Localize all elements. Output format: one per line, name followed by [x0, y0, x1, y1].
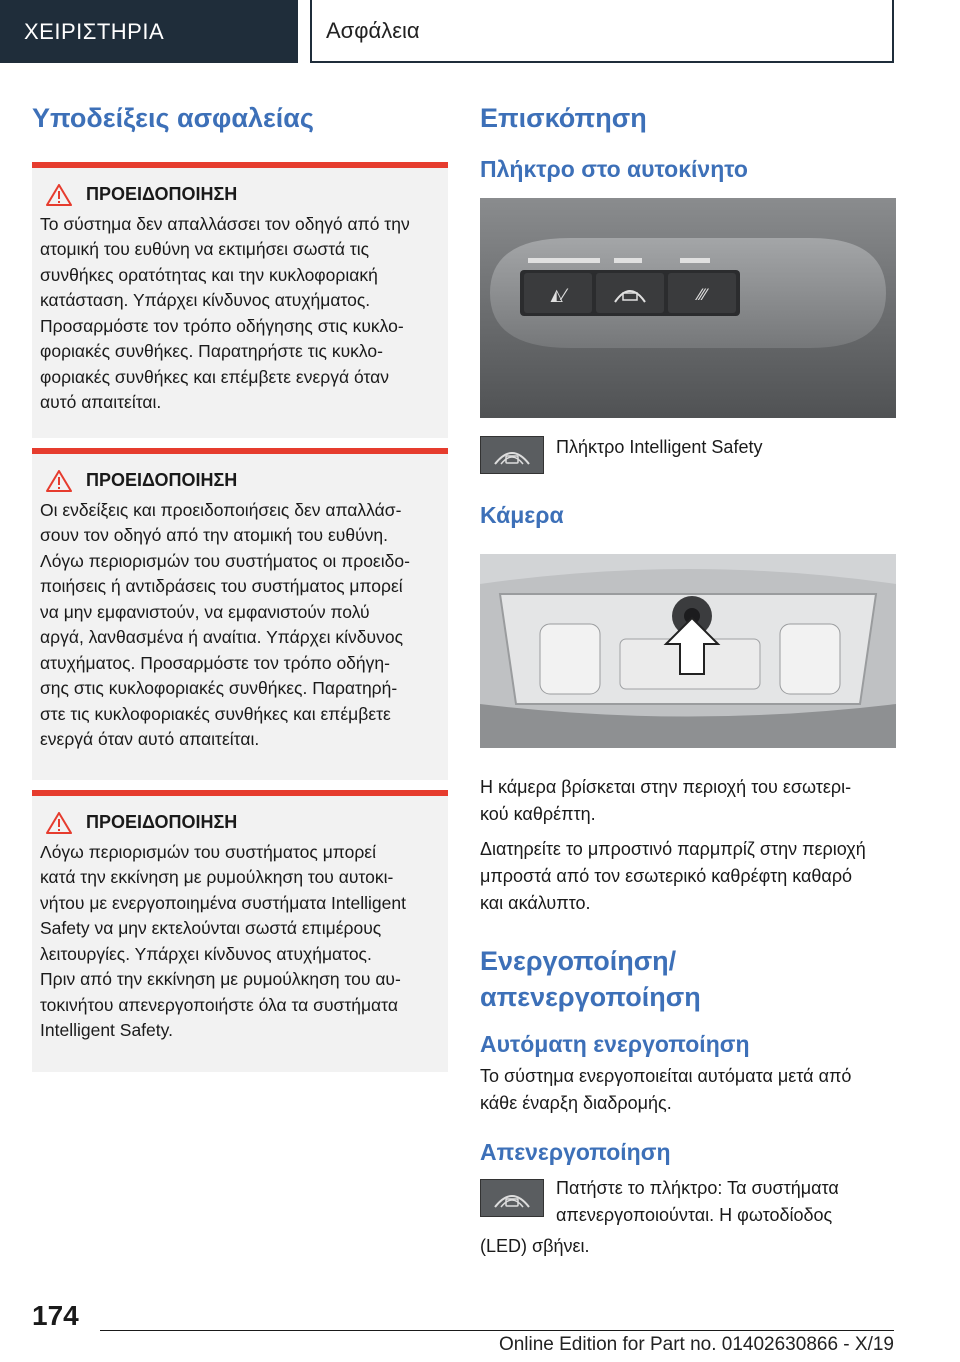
warning-label: ΠΡΟΕΙΔΟΠΟΙΗΣΗ — [86, 812, 238, 832]
svg-text:◭⁄: ◭⁄ — [550, 285, 566, 304]
header-section — [310, 0, 894, 63]
camera-location-text: Η κάμερα βρίσκεται στην περιοχή του εσωτερι- κού καθρέπτη. — [480, 777, 852, 824]
button-in-car-heading: Πλήκτρο στο αυτοκίνητο — [480, 156, 748, 182]
page-number: 174 — [32, 1300, 79, 1331]
deactivation-text: Πατήστε το πλήκτρο: Τα συστήματα απενεργοποιούνται. Η φωτοδίοδος — [556, 1178, 839, 1225]
chapter-title: ΧΕΙΡΙΣΤΗΡΙΑ — [24, 18, 165, 44]
warning-box-3 — [32, 790, 448, 1072]
camera-illustration — [480, 554, 896, 748]
intelligent-safety-button-icon — [480, 1179, 544, 1217]
button-panel-illustration — [480, 198, 896, 418]
warning-label: ΠΡΟΕΙΔΟΠΟΙΗΣΗ — [86, 184, 238, 204]
activation-heading: Ενεργοποίηση/απενεργοποίηση — [480, 946, 701, 1012]
footer-divider — [100, 1330, 894, 1331]
warning-triangle-icon — [46, 470, 72, 492]
camera-keep-clear-text: Διατηρείτε το μπροστινό παρμπρίζ στην περιοχή μπροστά από τον εσωτερικό καθρέφτη καθαρό και ακάλυπτο. — [480, 839, 866, 913]
deactivation-heading: Απενεργοποίηση — [480, 1139, 671, 1165]
left-column — [32, 100, 448, 1072]
auto-activation-heading: Αυτόματη ενεργοποίηση — [480, 1031, 750, 1057]
section-title: Ασφάλεια — [326, 17, 420, 43]
button-panel-photo — [480, 198, 896, 418]
warning-box-1 — [32, 162, 448, 438]
warning-box-2 — [32, 448, 448, 780]
warning-triangle-icon — [46, 184, 72, 206]
button-caption: Πλήκτρο Intelligent Safety — [556, 437, 763, 457]
warning-text: Λόγω περιορισμών του συστήματος μπορεί κατά την εκκίνηση με ρυμούλκηση του αυτοκι- νήτου με ενεργοποιημένα συστήματα Intelligent Safety να μην εκτελούνται σωστά επιμέρους λειτουργίες. Υπάρχει κίνδυνος ατυχήματος. Πριν από την εκκίνηση με ρυμούλκηση του αυ- τοκινήτου απενεργοποιήστε όλα τα συστήματα Intelligent Safety. — [40, 841, 406, 1040]
svg-text:⁄⁄⁄: ⁄⁄⁄ — [697, 285, 707, 304]
camera-heading: Κάμερα — [480, 502, 564, 528]
overview-heading: Επισκόπηση — [480, 103, 647, 133]
warning-text: Οι ενδείξεις και προειδοποιήσεις δεν απαλλάσ- σουν τον οδηγό από την ατομική του ευθύνη. Λόγω περιορισμών του συστήματος οι προειδο- ποιήσεις ή αντιδράσεις του συστήματος μπορεί να μην εμφανιστούν, να εμφανιστούν πολύ αργά, λανθασμένα ή αναίτια. Υπάρχει κίνδυνος ατυχήματος. Προσαρμόστε τον τρόπο οδήγη- σης στις κυκλοφοριακές συνθήκες. Παρατηρή- στε τις κυκλοφοριακές συνθήκες και επέμβετε ενεργά όταν αυτό απαιτείται. — [40, 499, 410, 749]
intelligent-safety-button-icon — [480, 436, 544, 474]
right-column — [480, 100, 896, 1260]
deactivation-text-end: (LED) σβήνει. — [480, 1236, 590, 1256]
warning-triangle-icon — [46, 812, 72, 834]
warning-label: ΠΡΟΕΙΔΟΠΟΙΗΣΗ — [86, 470, 238, 490]
button-caption-row — [480, 436, 896, 474]
header-chapter — [0, 0, 298, 63]
footer-edition: Online Edition for Part no. 01402630866 - X/19 — [498, 1334, 894, 1355]
warning-text: Το σύστημα δεν απαλλάσσει τον οδηγό από την ατομική του ευθύνη να εκτιμήσει σωστά τις συνθήκες ορατότητας και την κυκλοφοριακή κατάσταση. Υπάρχει κίνδυνος ατυχήματος. Προσαρμόστε τον τρόπο οδήγησης στις κυκλο- φοριακές συνθήκες. Παρατηρήστε τις κυκλο- φοριακές συνθήκες και επέμβετε ενεργά όταν αυτό απαιτείται. — [40, 213, 410, 412]
camera-photo — [480, 554, 896, 748]
deactivation-row — [480, 1179, 896, 1229]
auto-activation-text: Το σύστημα ενεργοποιείται αυτόματα μετά από κάθε έναρξη διαδρομής. — [480, 1066, 852, 1113]
safety-notes-heading: Υποδείξεις ασφαλείας — [32, 103, 314, 133]
